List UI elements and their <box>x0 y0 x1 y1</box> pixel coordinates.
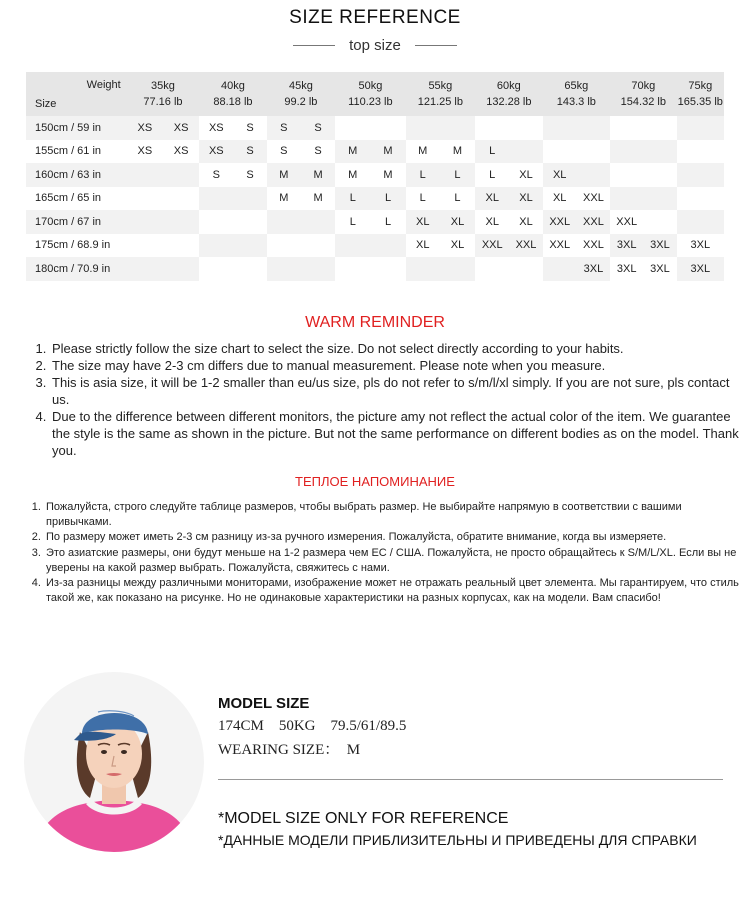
size-cell <box>543 116 577 140</box>
model-divider <box>218 779 723 780</box>
size-cell: L <box>370 187 405 211</box>
size-cell: S <box>267 116 301 140</box>
size-cell: XL <box>543 163 577 187</box>
size-cell <box>577 140 610 164</box>
height-label: 150cm / 59 in <box>26 116 127 140</box>
size-cell <box>543 257 577 281</box>
size-cell: XXL <box>577 234 610 258</box>
size-cell <box>475 257 509 281</box>
weight-lb-label: 132.28 lb <box>486 96 532 108</box>
size-cell <box>127 187 163 211</box>
model-photo <box>24 672 204 852</box>
size-cell: XXL <box>543 234 577 258</box>
size-cell <box>301 257 335 281</box>
size-cell <box>199 187 233 211</box>
table-row <box>26 116 724 140</box>
reminder-item: 3. This is asia size, it will be 1-2 smaller than eu/us size, pls do not refer to s/m/l/xl simply. If you are not sure, pls contact us. <box>50 374 740 408</box>
reminder-ru-item: 1. Пожалуйста, строго следуйте таблице размеров, чтобы выбрать размер. Не выбирайте напрямую в соответствии с вашими привычками. <box>44 500 749 530</box>
weight-axis-label: Weight <box>86 79 121 91</box>
weight-header-cell <box>127 72 200 116</box>
size-cell: S <box>199 163 233 187</box>
size-cell: XL <box>440 234 475 258</box>
model-measurements: 174CM 50KG 79.5/61/89.5 <box>218 718 407 734</box>
size-cell: XXL <box>509 234 542 258</box>
size-cell <box>267 210 301 234</box>
size-cell <box>163 234 199 258</box>
weight-header-cell <box>199 72 266 116</box>
size-cell <box>406 116 440 140</box>
warm-reminder-ru-title: ТЕПЛОЕ НАПОМИНАНИЕ <box>295 474 455 489</box>
reminder-ru-item: 4. Из-за разницы между различными мониторами, изображение может не отражать реальный цвет элемента. Мы гарантируем, что стиль такой же, как показано на рисунке. Но не одинаковые характеристики на разных корпусах, как на модели. Вам спасибо! <box>44 576 749 606</box>
model-wearing-size: WEARING SIZE： M <box>218 742 361 758</box>
weight-lb-label: 165.35 lb <box>677 96 723 108</box>
size-cell: L <box>335 187 370 211</box>
table-row <box>26 210 724 234</box>
height-label: 180cm / 70.9 in <box>26 257 127 281</box>
size-cell <box>127 234 163 258</box>
size-cell <box>677 116 724 140</box>
height-label: 165cm / 65 in <box>26 187 127 211</box>
weight-kg-label: 35kg <box>151 80 175 92</box>
model-portrait-illustration <box>24 672 204 852</box>
size-cell: XS <box>163 140 199 164</box>
size-cell: XXL <box>577 210 610 234</box>
model-note-ru: *ДАННЫЕ МОДЕЛИ ПРИБЛИЗИТЕЛЬНЫ И ПРИВЕДЕНЫ ДЛЯ СПРАВКИ <box>218 832 697 848</box>
table-row <box>26 140 724 164</box>
height-label: 175cm / 68.9 in <box>26 234 127 258</box>
size-cell <box>577 163 610 187</box>
weight-kg-label: 55kg <box>428 80 453 92</box>
size-cell: 3XL <box>610 257 643 281</box>
weight-lb-label: 121.25 lb <box>417 96 463 108</box>
size-cell: XL <box>509 210 542 234</box>
page-subtitle: top size <box>349 37 401 54</box>
size-cell: 3XL <box>643 234 676 258</box>
size-cell: XS <box>199 116 233 140</box>
size-cell <box>233 210 266 234</box>
size-cell <box>199 210 233 234</box>
size-cell: 3XL <box>610 234 643 258</box>
size-cell: M <box>370 163 405 187</box>
size-cell <box>163 163 199 187</box>
size-cell <box>643 187 676 211</box>
size-cell <box>267 257 301 281</box>
weight-kg-label: 70kg <box>631 80 656 92</box>
size-cell: L <box>475 163 509 187</box>
size-cell <box>233 257 266 281</box>
size-cell: S <box>233 140 266 164</box>
size-cell: L <box>370 210 405 234</box>
table-row <box>26 187 724 211</box>
size-cell: XS <box>199 140 233 164</box>
size-cell: XL <box>440 210 475 234</box>
size-cell: XL <box>509 187 542 211</box>
size-cell: S <box>233 163 266 187</box>
weight-lb-label: 143.3 lb <box>556 96 596 108</box>
size-cell <box>370 257 405 281</box>
size-cell: L <box>440 187 475 211</box>
reminder-item: 1. Please strictly follow the size chart to select the size. Do not select directly according to your habits. <box>50 340 740 357</box>
size-cell: XL <box>406 234 440 258</box>
size-cell: M <box>267 163 301 187</box>
size-cell <box>370 234 405 258</box>
size-cell: XL <box>475 187 509 211</box>
weight-header-cell <box>475 72 542 116</box>
warm-reminder-title: WARM REMINDER <box>305 314 445 331</box>
model-size-title: MODEL SIZE <box>218 695 310 712</box>
height-label: 155cm / 61 in <box>26 140 127 164</box>
size-cell: L <box>440 163 475 187</box>
size-cell <box>677 163 724 187</box>
weight-lb-label: 110.23 lb <box>348 96 393 108</box>
size-cell: XL <box>543 187 577 211</box>
warm-reminder-list <box>30 340 740 459</box>
reminder-ru-item: 2. По размеру может иметь 2-3 см разницу из-за ручного измерения. Пожалуйста, обратите внимание, когда вы измеряете. <box>44 530 749 545</box>
weight-header-cell <box>267 72 335 116</box>
size-cell <box>199 234 233 258</box>
height-label: 160cm / 63 in <box>26 163 127 187</box>
size-cell <box>127 163 163 187</box>
size-cell: M <box>440 140 475 164</box>
size-cell: XL <box>509 163 542 187</box>
weight-lb-label: 99.2 lb <box>284 96 318 108</box>
subtitle-row <box>0 37 750 54</box>
height-label: 170cm / 67 in <box>26 210 127 234</box>
size-cell: M <box>301 187 335 211</box>
reminder-item: 2. The size may have 2-3 cm differs due to manual measurement. Please note when you measure. <box>50 357 740 374</box>
size-cell <box>127 210 163 234</box>
weight-kg-label: 60kg <box>496 80 521 92</box>
table-row <box>26 163 724 187</box>
weight-kg-label: 75kg <box>688 80 713 92</box>
size-cell <box>233 234 266 258</box>
size-cell <box>610 163 643 187</box>
size-cell <box>267 234 301 258</box>
size-cell: L <box>475 140 509 164</box>
size-cell: XL <box>475 210 509 234</box>
reminder-item: 4. Due to the difference between different monitors, the picture amy not reflect the actual color of the item. We guarantee the style is the same as shown in the picture. But not the same performance on different bodies as on the model. Thank you. <box>50 408 740 459</box>
weight-lb-label: 88.18 lb <box>213 96 253 108</box>
size-cell: M <box>335 163 370 187</box>
size-cell <box>475 116 509 140</box>
size-cell: 3XL <box>643 257 676 281</box>
size-cell <box>199 257 233 281</box>
size-cell <box>163 257 199 281</box>
size-cell: L <box>335 210 370 234</box>
size-cell: XXL <box>543 210 577 234</box>
size-cell: M <box>370 140 405 164</box>
weight-kg-label: 65kg <box>564 80 589 92</box>
size-cell: S <box>301 140 335 164</box>
size-cell <box>677 210 724 234</box>
size-cell: S <box>233 116 266 140</box>
size-cell: M <box>267 187 301 211</box>
size-cell <box>163 187 199 211</box>
weight-kg-label: 45kg <box>288 80 313 92</box>
size-cell <box>301 210 335 234</box>
size-cell: M <box>335 140 370 164</box>
size-cell <box>577 116 610 140</box>
size-cell: XS <box>127 116 163 140</box>
size-cell <box>610 140 643 164</box>
size-cell <box>233 187 266 211</box>
size-cell <box>335 257 370 281</box>
size-cell <box>163 210 199 234</box>
size-cell <box>643 210 676 234</box>
size-cell: S <box>267 140 301 164</box>
size-cell <box>440 257 475 281</box>
size-cell: XS <box>163 116 199 140</box>
page-title: SIZE REFERENCE <box>289 7 461 28</box>
size-cell <box>440 116 475 140</box>
weight-header-cell <box>406 72 475 116</box>
size-cell: XXL <box>475 234 509 258</box>
weight-header-cell <box>543 72 610 116</box>
size-cell: M <box>406 140 440 164</box>
size-cell: S <box>301 116 335 140</box>
size-cell <box>509 257 542 281</box>
size-cell: XXL <box>577 187 610 211</box>
size-axis-label: Size <box>35 98 57 110</box>
size-cell <box>127 257 163 281</box>
weight-kg-label: 40kg <box>221 80 245 92</box>
size-cell <box>677 140 724 164</box>
size-chart-table <box>26 72 724 281</box>
size-cell <box>643 116 676 140</box>
size-cell: 3XL <box>577 257 610 281</box>
table-row <box>26 234 724 258</box>
size-cell: 3XL <box>677 257 724 281</box>
weight-kg-label: 50kg <box>358 80 383 92</box>
table-row <box>26 257 724 281</box>
size-cell <box>509 140 542 164</box>
size-cell: M <box>301 163 335 187</box>
table-corner-cell <box>26 72 127 116</box>
size-cell <box>509 116 542 140</box>
weight-lb-label: 154.32 lb <box>620 96 666 108</box>
size-cell <box>335 234 370 258</box>
weight-lb-label: 77.16 lb <box>143 96 183 108</box>
reminder-ru-item: 3. Это азиатские размеры, они будут меньше на 1-2 размера чем ЕС / США. Пожалуйста, не просто обращайтесь к S/M/L/XL. Если вы не уверены на какой размер выбрать. Пожалуйста, свяжитесь с нами. <box>44 546 749 576</box>
size-cell: XL <box>406 210 440 234</box>
size-cell <box>543 140 577 164</box>
size-cell <box>406 257 440 281</box>
size-cell <box>610 187 643 211</box>
size-cell <box>677 187 724 211</box>
size-cell <box>610 116 643 140</box>
size-cell <box>643 163 676 187</box>
divider-left <box>293 45 335 46</box>
size-cell: XXL <box>610 210 643 234</box>
model-note-en: *MODEL SIZE ONLY FOR REFERENCE <box>218 810 509 827</box>
size-cell <box>370 116 405 140</box>
weight-header-cell <box>677 72 724 116</box>
size-cell: 3XL <box>677 234 724 258</box>
size-cell <box>643 140 676 164</box>
divider-right <box>415 45 457 46</box>
size-cell: XS <box>127 140 163 164</box>
size-cell <box>301 234 335 258</box>
size-cell: L <box>406 187 440 211</box>
size-cell <box>335 116 370 140</box>
weight-header-cell <box>610 72 676 116</box>
warm-reminder-ru-list <box>30 500 749 606</box>
weight-header-cell <box>335 72 405 116</box>
size-cell: L <box>406 163 440 187</box>
